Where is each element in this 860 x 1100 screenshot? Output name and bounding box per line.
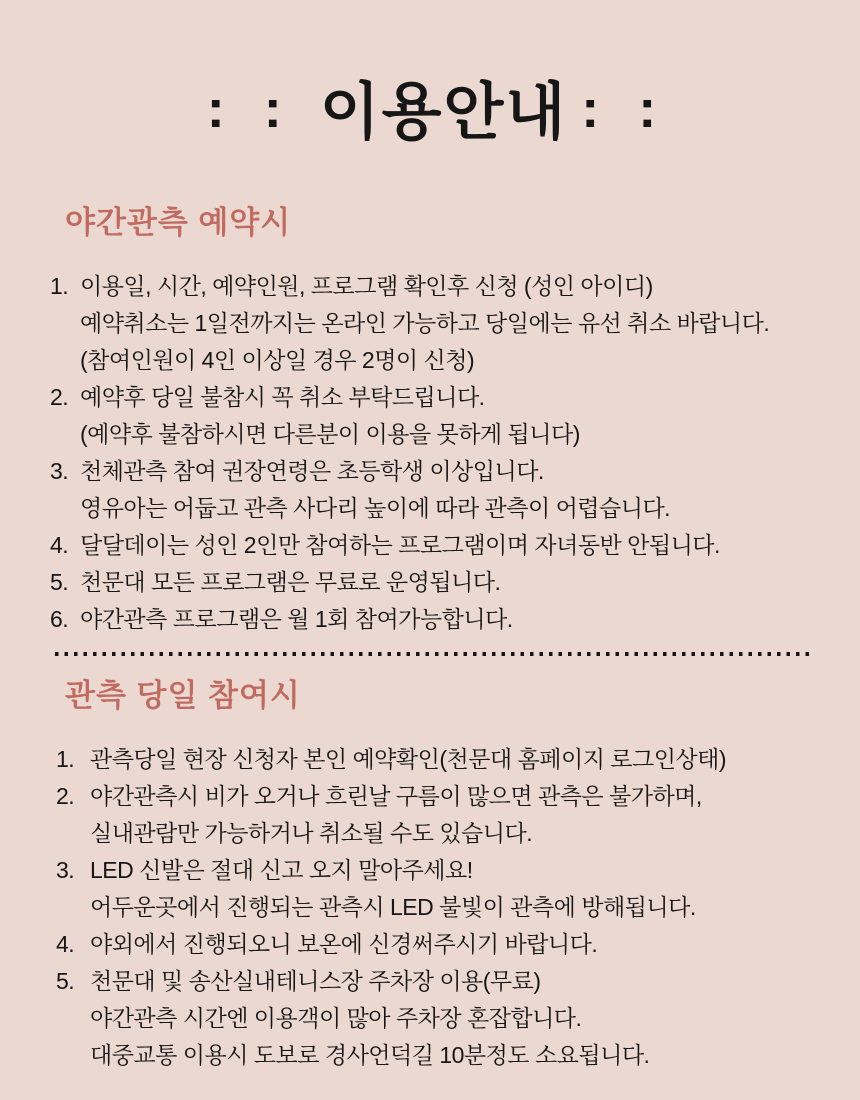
list-item (56, 963, 825, 1000)
list-item-continuation (56, 1037, 825, 1074)
item-text: (예약후 불참하시면 다른분이 이용을 못하게 됩니다) (80, 421, 580, 447)
list-item (50, 379, 825, 416)
list-item (50, 601, 825, 638)
page-title (50, 62, 825, 151)
item-number: 4. (56, 931, 75, 957)
reservation-rules-list (50, 268, 825, 638)
section-heading-participation: 관측 당일 참여시 (65, 678, 301, 713)
item-text: 예약취소는 1일전까지는 온라인 가능하고 당일에는 유선 취소 바랍니다. (80, 310, 770, 336)
title-right-dots-decoration: : : (581, 79, 669, 139)
item-text: 천체관측 참여 권장연령은 초등학생 이상입니다. (80, 458, 544, 484)
list-item (50, 527, 825, 564)
item-text: 실내관람만 가능하거나 취소될 수도 있습니다. (90, 820, 533, 846)
item-number: 1. (56, 746, 75, 772)
list-item-continuation (56, 889, 825, 926)
item-number: 1. (50, 273, 69, 299)
list-item (50, 564, 825, 601)
list-item-continuation (50, 490, 825, 527)
item-number: 3. (56, 857, 75, 883)
item-text: 영유아는 어둡고 관측 사다리 높이에 따라 관측이 어렵습니다. (80, 495, 671, 521)
item-text: 야간관측 시간엔 이용객이 많아 주차장 혼잡합니다. (90, 1005, 582, 1031)
item-text: 달달데이는 성인 2인만 참여하는 프로그램이며 자녀동반 안됩니다. (80, 532, 720, 558)
list-item-continuation (56, 1000, 825, 1037)
item-text: 천문대 모든 프로그램은 무료로 운영됩니다. (80, 569, 501, 595)
title-left-dots-decoration: : : (206, 79, 294, 139)
item-text: 관측당일 현장 신청자 본인 예약확인(천문대 홈페이지 로그인상태) (90, 746, 727, 772)
item-number: 3. (50, 458, 69, 484)
item-number: 2. (56, 783, 75, 809)
participation-rules-list (50, 741, 825, 1074)
item-text: 야간관측 프로그램은 월 1회 참여가능합니다. (80, 606, 513, 632)
item-text: 야간관측시 비가 오거나 흐린날 구름이 많으면 관측은 불가하며, (90, 783, 702, 809)
list-item (50, 268, 825, 305)
list-item-continuation (50, 342, 825, 379)
item-text: LED 신발은 절대 신고 오지 말아주세요! (90, 857, 473, 883)
list-item-continuation (56, 815, 825, 852)
list-item (50, 453, 825, 490)
item-number: 6. (50, 606, 69, 632)
item-number: 4. (50, 532, 69, 558)
list-item (56, 778, 825, 815)
item-number: 2. (50, 384, 69, 410)
section-night-observation-reservation (50, 197, 825, 638)
list-item (56, 852, 825, 889)
list-item (56, 741, 825, 778)
item-text: (참여인원이 4인 이상일 경우 2명이 신청) (80, 347, 475, 373)
list-item (56, 926, 825, 963)
item-text: 이용일, 시간, 예약인원, 프로그램 확인후 신청 (성인 아이디) (80, 273, 653, 299)
item-text: 대중교통 이용시 도보로 경사언덕길 10분정도 소요됩니다. (90, 1042, 650, 1068)
item-number: 5. (56, 968, 75, 994)
item-text: 예약후 당일 불참시 꼭 취소 부탁드립니다. (80, 384, 485, 410)
page-title-text: 이용안내 (319, 78, 568, 147)
section-heading-reservation: 야간관측 예약시 (65, 205, 292, 240)
list-item-continuation (50, 305, 825, 342)
item-text: 야외에서 진행되오니 보온에 신경써주시기 바랍니다. (90, 931, 598, 957)
item-number: 5. (50, 569, 69, 595)
list-item-continuation (50, 416, 825, 453)
item-text: 천문대 및 송산실내테니스장 주차장 이용(무료) (90, 968, 541, 994)
section-observation-day-participation (50, 670, 825, 1074)
item-text: 어두운곳에서 진행되는 관측시 LED 불빛이 관측에 방해됩니다. (90, 894, 696, 920)
dotted-divider (55, 652, 815, 656)
